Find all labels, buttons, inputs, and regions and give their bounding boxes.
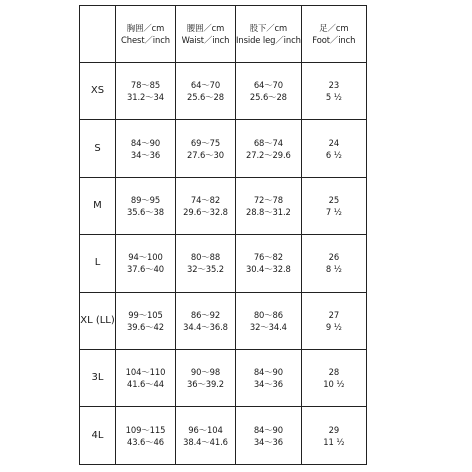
value-inch: 41.6～44 <box>127 379 164 390</box>
value-inch: 5 ½ <box>325 92 342 103</box>
value-cm: 64～70 <box>190 80 221 91</box>
header-foot <box>301 6 366 63</box>
value-cm: 104～110 <box>125 367 166 378</box>
measurement-cell-chest <box>116 407 176 464</box>
header-chest-en: Chest／inch <box>121 35 170 45</box>
value-inch: 11 ½ <box>323 436 345 447</box>
value-inch: 7 ½ <box>325 206 342 217</box>
value-inch: 34～36 <box>130 149 161 160</box>
measurement-cell-foot <box>301 63 366 120</box>
value-cm: 84～90 <box>130 137 161 148</box>
measurement-cell-chest <box>116 120 176 177</box>
value-cm: 109～115 <box>125 424 166 435</box>
header-foot-jp: 足／cm <box>319 23 349 33</box>
value-cm: 25 <box>328 194 340 205</box>
value-inch: 27.6～30 <box>187 149 224 160</box>
table-row <box>80 177 367 234</box>
header-foot-en: Foot／inch <box>312 35 356 45</box>
value-inch: 25.6～28 <box>187 92 224 103</box>
measurement-cell-chest <box>116 177 176 234</box>
value-inch: 34～36 <box>253 379 284 390</box>
measurement-cell-waist <box>176 407 236 464</box>
header-row <box>80 6 367 63</box>
measurement-cell-waist <box>176 349 236 406</box>
measurement-cell-foot <box>301 292 366 349</box>
value-cm: 27 <box>328 309 340 320</box>
value-inch: 32～35.2 <box>187 264 224 275</box>
header-corner-cell <box>80 6 116 63</box>
value-cm: 96～104 <box>188 424 223 435</box>
value-cm: 90～98 <box>190 367 221 378</box>
table-row <box>80 120 367 177</box>
measurement-cell-waist <box>176 177 236 234</box>
measurement-cell-inside-leg <box>236 177 302 234</box>
value-cm: 69～75 <box>190 137 221 148</box>
header-waist-en: Waist／inch <box>181 35 230 45</box>
value-cm: 64～70 <box>253 80 284 91</box>
size-label: 4L <box>80 407 116 464</box>
value-inch: 37.6～40 <box>127 264 164 275</box>
measurement-cell-foot <box>301 407 366 464</box>
value-cm: 72～78 <box>253 194 284 205</box>
value-cm: 28 <box>328 367 340 378</box>
value-inch: 43.6～46 <box>127 436 164 447</box>
value-cm: 29 <box>328 424 340 435</box>
measurement-cell-chest <box>116 292 176 349</box>
size-label: XS <box>80 63 116 120</box>
size-label: 3L <box>80 349 116 406</box>
value-inch: 39.6～42 <box>127 321 164 332</box>
value-cm: 68～74 <box>253 137 284 148</box>
value-inch: 35.6～38 <box>127 206 164 217</box>
value-inch: 34.4～36.8 <box>183 321 228 332</box>
value-cm: 24 <box>328 137 340 148</box>
value-inch: 28.8～31.2 <box>246 206 291 217</box>
value-cm: 74～82 <box>190 194 221 205</box>
measurement-cell-foot <box>301 235 366 292</box>
measurement-cell-inside-leg <box>236 235 302 292</box>
value-inch: 8 ½ <box>325 264 342 275</box>
measurement-cell-foot <box>301 120 366 177</box>
measurement-cell-waist <box>176 235 236 292</box>
measurement-cell-foot <box>301 177 366 234</box>
table-row <box>80 235 367 292</box>
header-inside-leg <box>236 6 302 63</box>
size-chart-body <box>80 6 367 465</box>
measurement-cell-inside-leg <box>236 292 302 349</box>
measurement-cell-foot <box>301 349 366 406</box>
header-chest <box>116 6 176 63</box>
size-label: L <box>80 235 116 292</box>
value-cm: 80～88 <box>190 252 221 263</box>
measurement-cell-chest <box>116 63 176 120</box>
measurement-cell-inside-leg <box>236 407 302 464</box>
measurement-cell-inside-leg <box>236 63 302 120</box>
value-cm: 23 <box>328 80 340 91</box>
measurement-cell-waist <box>176 120 236 177</box>
value-cm: 89～95 <box>130 194 161 205</box>
value-inch: 25.6～28 <box>249 92 287 103</box>
measurement-cell-inside-leg <box>236 349 302 406</box>
value-inch: 27.2～29.6 <box>246 149 291 160</box>
value-cm: 76～82 <box>253 252 284 263</box>
value-inch: 6 ½ <box>325 149 342 160</box>
table-row <box>80 292 367 349</box>
value-cm: 26 <box>328 252 340 263</box>
value-inch: 38.4～41.6 <box>183 436 228 447</box>
value-inch: 32～34.4 <box>249 321 287 332</box>
value-cm: 78～85 <box>130 80 161 91</box>
size-label: M <box>80 177 116 234</box>
value-inch: 31.2～34 <box>127 92 164 103</box>
value-cm: 84～90 <box>253 367 284 378</box>
value-inch: 29.6～32.8 <box>183 206 228 217</box>
table-row <box>80 349 367 406</box>
header-inside-leg-jp: 股下／cm <box>249 23 288 33</box>
header-chest-jp: 胸囲／cm <box>126 23 165 33</box>
measurement-cell-waist <box>176 63 236 120</box>
size-label: S <box>80 120 116 177</box>
value-cm: 86～92 <box>190 309 221 320</box>
measurement-cell-inside-leg <box>236 120 302 177</box>
measurement-cell-chest <box>116 349 176 406</box>
size-label: XL (LL) <box>80 292 116 349</box>
measurement-cell-chest <box>116 235 176 292</box>
value-cm: 84～90 <box>253 424 284 435</box>
table-row <box>80 63 367 120</box>
value-cm: 99～105 <box>128 309 163 320</box>
header-inside-leg-en: Inside leg／inch <box>236 35 301 45</box>
value-cm: 80～86 <box>253 309 284 320</box>
header-waist-jp: 腰囲／cm <box>186 23 225 33</box>
value-inch: 34～36 <box>253 436 284 447</box>
measurement-cell-waist <box>176 292 236 349</box>
value-inch: 10 ½ <box>323 379 345 390</box>
value-inch: 36～39.2 <box>187 379 224 390</box>
value-cm: 94～100 <box>128 252 163 263</box>
value-inch: 30.4～32.8 <box>246 264 291 275</box>
table-row <box>80 407 367 464</box>
header-waist <box>176 6 236 63</box>
size-chart-table <box>79 5 367 465</box>
value-inch: 9 ½ <box>325 321 342 332</box>
